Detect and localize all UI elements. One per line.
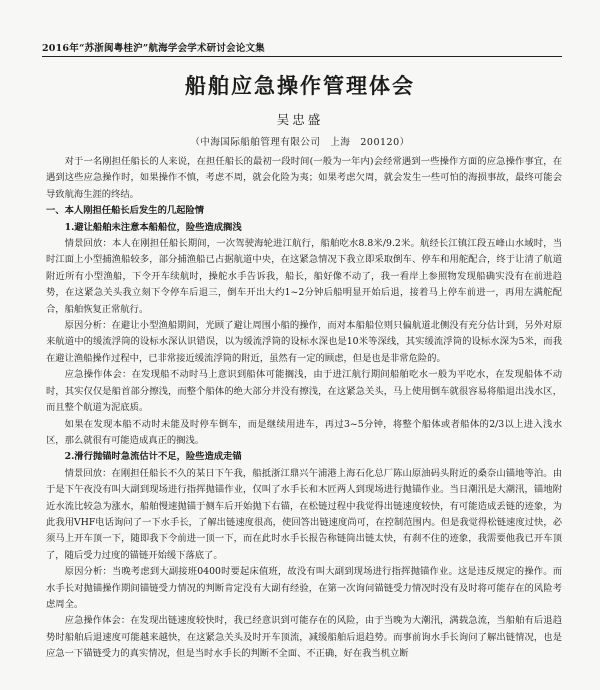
subsection-heading-2: 2.滑行抛锚时急流估计不足，险些造成走锚 — [64, 451, 242, 463]
article-title: 船舶应急操作管理体会 — [185, 74, 415, 98]
paragraph-note-1: 如果在发现本船不动时未能及时停车倒车，而是继续用进车，再过3~5分钟，将整个船体或者船体的2/3以上进入浅水区，那么就很有可能造成真正的搁浅。 — [46, 418, 562, 446]
article-body — [46, 154, 562, 663]
subsection-heading-1: 1.避让船舶未注意本船船位，险些造成搁浅 — [64, 221, 242, 233]
section-heading-1: 一、本人刚担任船长后发生的几起险情 — [46, 205, 205, 217]
paragraph-scenario-2: 情景回放：在刚担任船长不久的某日下午我，船抵浙江鼎兴午浦港上海石化总厂陈山原油码头附近的桑奈山锚地等泊。由于是下午夜没有叫大副到现场进行指挥抛锚作业，仅叫了水手长和木匠两人到现场进行抛锚作业。当日潮汛是大潮汛，锚地附近水流比较急为涨水，船舶慢速抛锚于侧车后开始抛下右锚，在松链过程中我觉得出链速度较快，有可能造成丢链的迹象，为此我用VHF电话询问了一下水手长，了解出链速度很高，使回答出链速度尚可，在控制范围内。但是我觉得松链速度过快，必须马上开车顶一下，随即我下令前进一顶一下，而在此时水手长报告称链筒出链太快，有刹不住的迹象，我需要他我已开车顶了，随后受力过度的锚链开始缓下落底了。 — [46, 467, 562, 561]
running-header: 2016年“苏浙闽粤桂沪”航海学会学术研讨会论文集 — [42, 40, 562, 57]
author-affiliation: （中海国际船舶管理有限公司 上海 200120） — [190, 137, 410, 148]
paragraph-experience-2: 应急操作体会：在发现出链速度较快时，我已经意识到可能存在的风险，由于当晚为大潮汛，满载急流，当船舶有后退趋势时船舶后退速度可能越来越快，在这紧急关头及时开车顶流，减缓船舶后退趋势。而事前询水手长询问了解出链情况，也是应急一下锚链受力的真实情况，但是当时水手长的判断不全面、不正确，好在我当机立断 — [46, 615, 562, 660]
paragraph-experience-1: 应急操作体会：在发现船不动时马上意识到船体可能搁浅，由于进江航行期间船舶吃水一般为平吃水，在发现船体不动时，其实仅仅是船首部分擦浅，而整个船体的绝大部分并没有擦浅，在这紧急关头，马上使用倒车就很容易将船退出浅水区，而且整个航道为泥底质。 — [46, 369, 562, 414]
paragraph-cause-1: 原因分析：在避让小型渔船期间，光顾了避让周围小船的操作，而对本船船位则只偏航道北侧没有充分估计到，另外对原来航道中的缓流浮筒的设标水深认识错误，以为缓流浮筒的设标水深也是10米等深线，其实缓流浮筒的设标水深为5米，而我在避让渔船操作过程中，已非常接近缓流浮筒的附近，虽然有一定的顾虑，但是也是非常危险的。 — [46, 320, 562, 364]
intro-paragraph: 对于一名刚担任船长的人来说，在担任船长的最初一段时间(一般为一年内)会经常遇到一些操作方面的应急操作事宜，在遇到这些应急操作时，如果操作不慎，考虑不周，就会化险为夷；如果考虑欠周，就会发生一些可怕的海损事故，最终可能会导致航海生涯的终结。 — [46, 156, 562, 200]
article-author: 吴忠盛 — [276, 112, 324, 127]
paragraph-cause-2: 原因分析：当晚考虑到大副接班0400时要起床值班，故没有叫大副到现场进行指挥抛锚作业。这是违反规定的操作。而水手长对抛锚操作期间锚链受力情况的判断肯定没有大副有经验，在第一次询问锚链受力情况时没有及时将可能存在的风险考虑周全。 — [46, 566, 562, 610]
paragraph-scenario-1: 情景回放：本人在刚担任船长期间，一次驾驶海轮进江航行，船舶吃水8.8米/9.2米。航经长江镇江段五峰山水域时，当时江面上小型捕渔船较多，部分捕渔船已占据航道中央，在这紧急情况下我立即采取倒车、停车和用舵配合，终于让清了航道附近所有小型渔船，下令开车续航时，操舵水手告诉我，船长，船好像不动了，我一看岸上参照物发现船确实没有在前进趋势，在这紧急关头我立刻下令停车后退三，倒车开出大约1~2分钟后船明显开始后退，接着马上停车前进一，再用左满舵配合，船舶恢复正常航行。 — [46, 238, 562, 315]
